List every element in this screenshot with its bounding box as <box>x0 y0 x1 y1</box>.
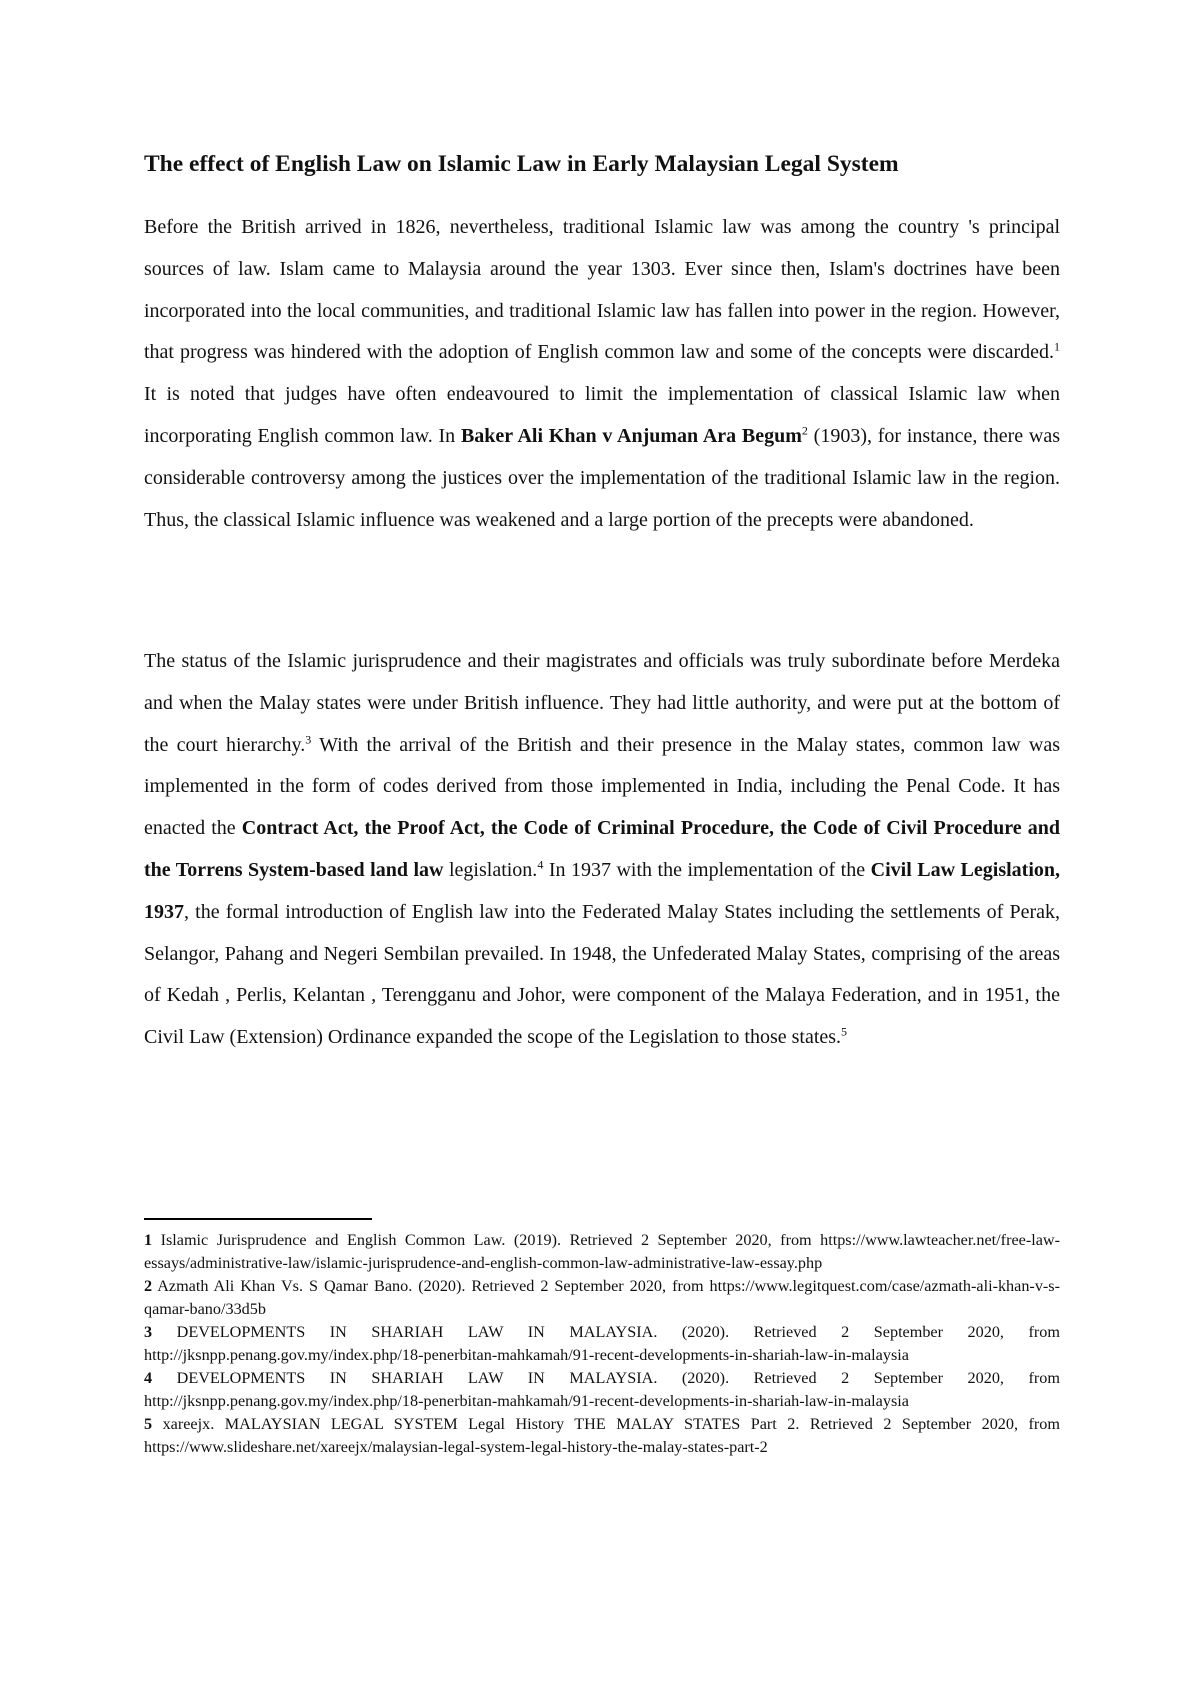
civil-law-legislation: Civil Law Legislation, 1937 <box>144 858 1061 923</box>
case-name: Baker Ali Khan v Anjuman Ara Begum <box>460 424 802 447</box>
paragraph-2-text-2: With the arrival of the British and their presence in the Malay states, common law was implemented in the form of codes derived from those implemented in India, including the Penal Code. It has enacted the <box>144 733 1060 840</box>
footnote-ref-4[interactable]: 4 <box>537 857 544 872</box>
paragraph-2-text-4: In 1937 with the implementation of the <box>543 858 871 881</box>
footnote-1 <box>144 1229 1060 1275</box>
document-title: The effect of English Law on Islamic Law in Early Malaysian Legal System <box>144 151 899 177</box>
paragraph-2-text-1: The status of the Islamic jurisprudence and their magistrates and officials was truly subordinate before Merdeka and when the Malay states were under British influence. They had little authority, and were put at the bottom of the court hierarchy. <box>144 650 1060 756</box>
footnotes <box>144 1229 1060 1459</box>
paragraph-2-text-3: legislation. <box>443 858 538 881</box>
footnote-separator <box>144 1218 372 1220</box>
paragraph-1 <box>144 207 1060 541</box>
footnote-ref-2[interactable]: 2 <box>801 423 808 438</box>
footnote-4 <box>144 1367 1060 1413</box>
footnote-ref-1[interactable]: 1 <box>1054 339 1060 354</box>
paragraph-2-text-5: , the formal introduction of English law into the Federated Malay States including the settlements of Perak, Selangor, Pahang and Negeri Sembilan prevailed. In 1948, the Unfederated Malay States, comprising of the areas of Kedah , Perlis, Kelantan , Terengganu and Johor, were component of the Malaya Federation, and in 1951, the Civil Law (Extension) Ordinance expanded the scope of the Legislation to those states. <box>144 900 1060 1049</box>
footnote-number: 1 <box>144 1231 153 1249</box>
footnote-text: xareejx. MALAYSIAN LEGAL SYSTEM Legal History THE MALAY STATES Part 2. Retrieved 2 September 2020, from https://www.slideshare.net/xareejx/malaysian-legal-system-legal-history-the-malay-states-part-2 <box>144 1415 1060 1456</box>
footnote-5 <box>144 1413 1060 1459</box>
paragraph-2 <box>144 641 1060 1059</box>
footnote-text: DEVELOPMENTS IN SHARIAH LAW IN MALAYSIA. (2020). Retrieved 2 September 2020, from http://jksnpp.penang.gov.my/index.php/18-penerbitan-mahkamah/91-recent-developments-in-shariah-law-in-malaysia <box>144 1323 1060 1364</box>
paragraph-1-text-2: It is noted that judges have often endeavoured to limit the implementation of classical Islamic law when incorporating English common law. In <box>144 383 1060 447</box>
paragraph-1-text-1: Before the British arrived in 1826, nevertheless, traditional Islamic law was among the country 's principal sources of law. Islam came to Malaysia around the year 1303. Ever since then, Islam's doctrines have been incorporated into the local communities, and traditional Islamic law has fallen into power in the region. However, that progress was hindered with the adoption of English common law and some of the concepts were discarded. <box>144 216 1060 364</box>
footnote-number: 5 <box>144 1415 153 1433</box>
footnote-text: Islamic Jurisprudence and English Common Law. (2019). Retrieved 2 September 2020, from https://www.lawteacher.net/free-law-essays/administrative-law/islamic-jurisprudence-and-english-common-law-administrative-law-essay.php <box>144 1231 1060 1272</box>
footnote-number: 3 <box>144 1323 153 1341</box>
footnote-text: DEVELOPMENTS IN SHARIAH LAW IN MALAYSIA. (2020). Retrieved 2 September 2020, from http://jksnpp.penang.gov.my/index.php/18-penerbitan-mahkamah/91-recent-developments-in-shariah-law-in-malaysia <box>144 1369 1060 1410</box>
footnote-2 <box>144 1275 1060 1321</box>
footnote-number: 4 <box>144 1369 153 1387</box>
footnote-ref-5[interactable]: 5 <box>841 1024 848 1039</box>
paragraph-1-text-3: (1903), for instance, there was considerable controversy among the justices over the implementation of the traditional Islamic law in the region. Thus, the classical Islamic influence was weakened and a large portion of the precepts were abandoned. <box>144 424 1060 531</box>
footnote-ref-3[interactable]: 3 <box>305 731 312 746</box>
footnote-text: Azmath Ali Khan Vs. S Qamar Bano. (2020). Retrieved 2 September 2020, from https://www.legitquest.com/case/azmath-ali-khan-v-s-qamar-bano/33d5b <box>144 1277 1060 1318</box>
footnote-3 <box>144 1321 1060 1367</box>
enacted-codes-list: Contract Act, the Proof Act, the Code of Criminal Procedure, the Code of Civil Procedure and the Torrens System-based land law <box>144 817 1060 881</box>
footnote-number: 2 <box>144 1277 153 1295</box>
